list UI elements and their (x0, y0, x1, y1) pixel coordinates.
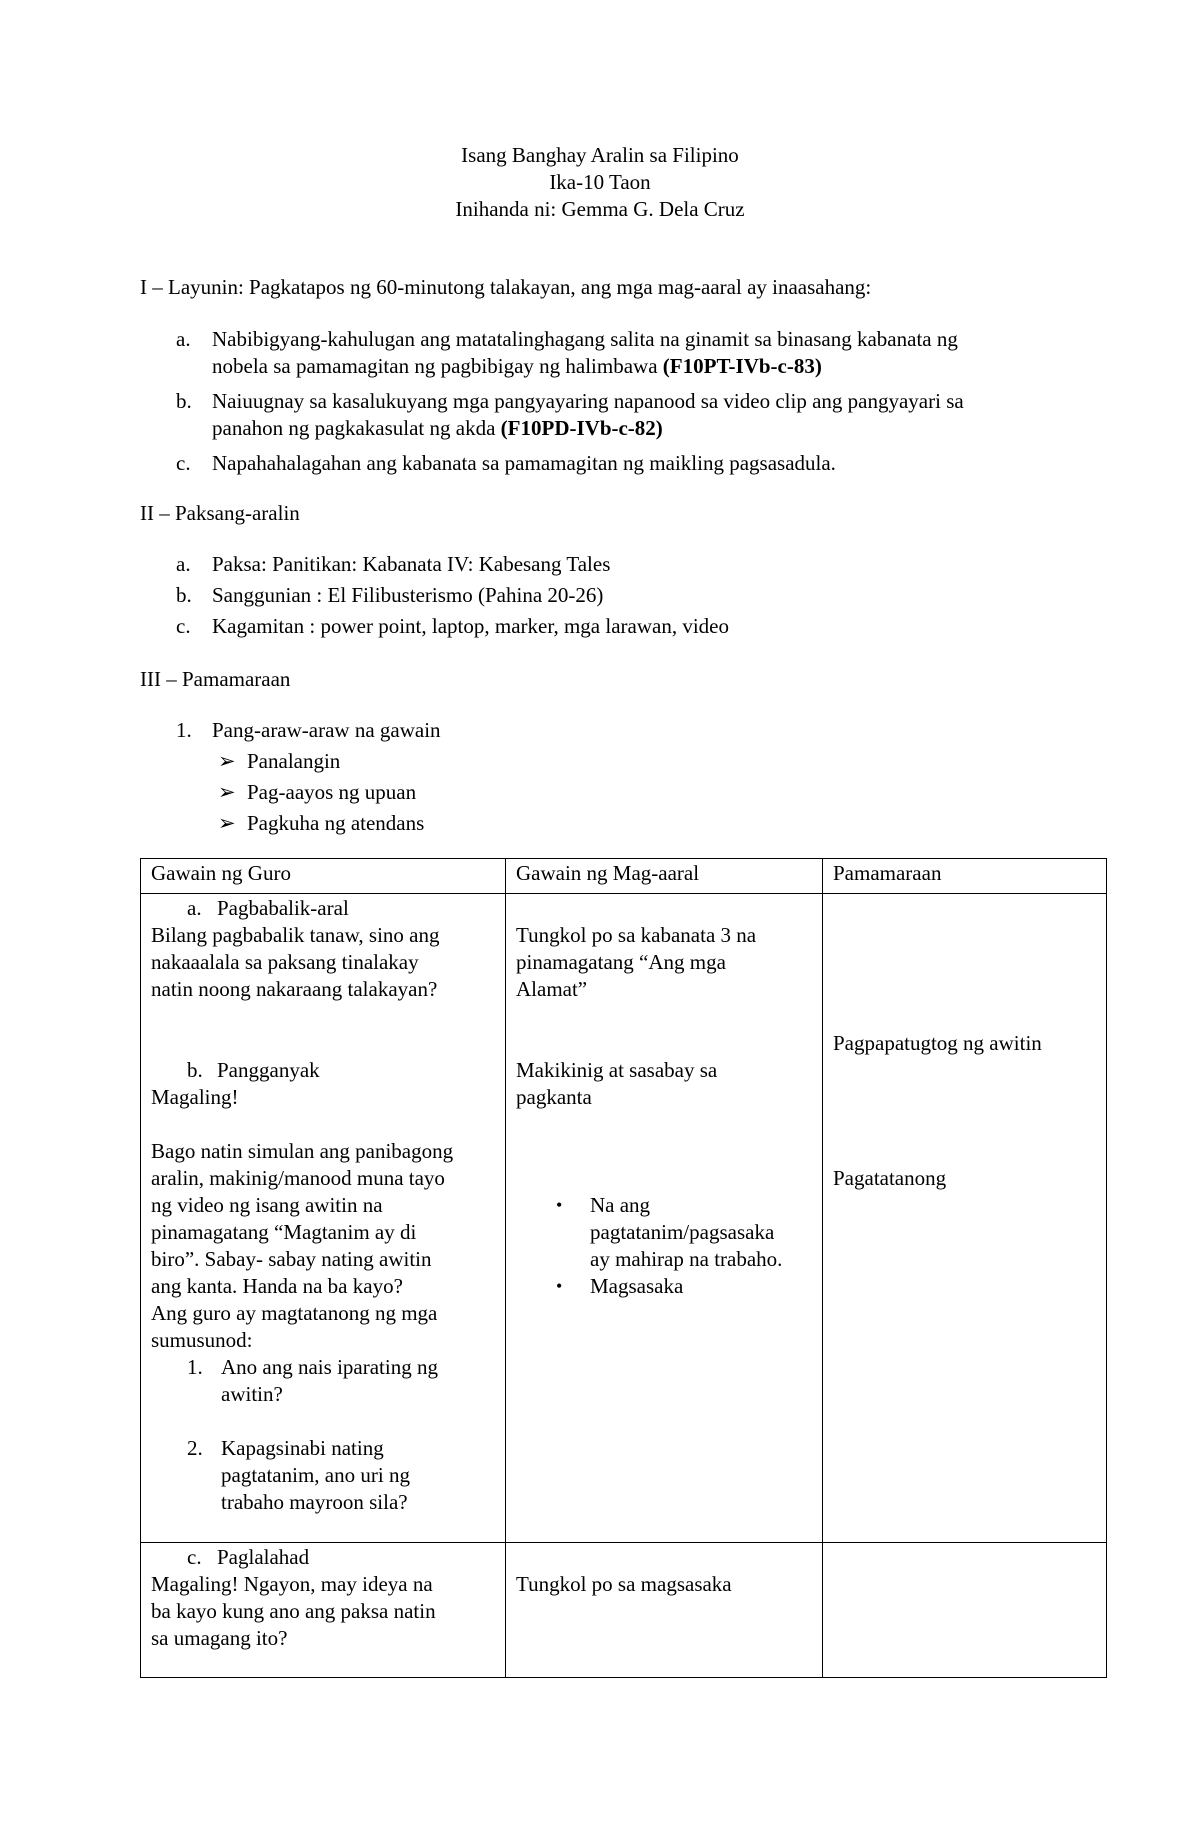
bullet-icon: • (556, 1276, 563, 1296)
section-procedure-heading: III – Pamamaraan (140, 667, 291, 691)
document-header (0, 142, 1200, 223)
section-subject-heading: II – Paksang-aralin (140, 501, 300, 525)
objective-text-line (212, 353, 1100, 380)
question-text-line: Ano ang nais iparating ng (221, 1355, 438, 1379)
teacher-text-line: natin noong nakaraang talakayan? (151, 977, 438, 1001)
student-text-line: pagkanta (516, 1085, 592, 1109)
column-header-teacher: Gawain ng Guro (141, 859, 506, 894)
question-item (151, 1354, 496, 1408)
table-row (141, 894, 1107, 1543)
lesson-procedure-table (140, 858, 1107, 1678)
teacher-text-line: biro”. Sabay- sabay nating awitin (151, 1247, 432, 1271)
student-text-line: Makikinig at sasabay sa (516, 1058, 718, 1082)
subject-item (140, 613, 1100, 640)
section-objectives-heading: I – Layunin: Pagkatapos ng 60-minutong talakayan, ang mga mag-aaral ay inaasahang: (140, 275, 872, 299)
table-header-row (141, 859, 1107, 894)
list-marker: a. (176, 327, 191, 351)
teacher-text-line: sa umagang ito? (151, 1626, 288, 1650)
routine-item (140, 748, 1100, 775)
objective-item (140, 388, 1100, 442)
prepared-by: Inihanda ni: Gemma G. Dela Cruz (455, 197, 745, 221)
teacher-text-line: Magaling! (151, 1085, 239, 1109)
student-activity-cell (506, 894, 823, 1543)
question-item (151, 1435, 496, 1516)
question-text-line: pagtatanim, ano uri ng (221, 1463, 410, 1487)
procedure-text: Pang-araw-araw na gawain (212, 718, 441, 742)
method-cell (823, 1543, 1107, 1678)
teacher-activity-cell (141, 1543, 506, 1678)
list-marker: b. (176, 389, 192, 413)
routine-text: Pagkuha ng atendans (247, 811, 425, 835)
column-header-student: Gawain ng Mag-aaral (506, 859, 823, 894)
procedure-item (140, 717, 1100, 744)
document-title: Isang Banghay Aralin sa Filipino (461, 143, 739, 167)
competency-code: (F10PT-IVb-c-83) (662, 354, 822, 378)
column-header-method: Pamamaraan (823, 859, 1107, 894)
answer-text-line: Magsasaka (590, 1274, 684, 1298)
method-text: Pagpapatugtog ng awitin (833, 1031, 1042, 1055)
question-text-line: Kapagsinabi nating (221, 1436, 384, 1460)
teacher-text-line: Ang guro ay magtatanong ng mga (151, 1301, 438, 1325)
student-text-line: Tungkol po sa kabanata 3 na (516, 923, 757, 947)
question-text-line: awitin? (221, 1382, 283, 1406)
method-cell (823, 894, 1107, 1543)
teacher-text-line: Bilang pagbabalik tanaw, sino ang (151, 923, 440, 947)
answer-text-line: ay mahirap na trabaho. (590, 1247, 783, 1271)
list-marker: b. (176, 583, 192, 607)
list-marker: c. (176, 614, 191, 638)
teacher-text-line: nakaaalala sa paksang tinalakay (151, 950, 419, 974)
grade-level: Ika-10 Taon (549, 170, 651, 194)
list-marker: c. (187, 1545, 202, 1569)
activity-label-text: Paglalahad (217, 1545, 310, 1569)
table-row (141, 1543, 1107, 1678)
subject-text: Sanggunian : El Filibusterismo (Pahina 20-26) (212, 583, 604, 607)
objective-text-line: Nabibigyang-kahulugan ang matatalinghagang salita na ginamit sa binasang kabanata ng (212, 327, 958, 351)
objective-text-line (212, 415, 1100, 442)
subject-item (140, 582, 1100, 609)
arrow-bullet-icon: ➢ (218, 811, 236, 835)
routine-text: Pag-aayos ng upuan (247, 780, 417, 804)
teacher-text-line: Magaling! Ngayon, may ideya na (151, 1572, 433, 1596)
arrow-bullet-icon: ➢ (218, 780, 236, 804)
student-text-line: Alamat” (516, 977, 588, 1001)
procedure-list (140, 717, 1100, 837)
teacher-text-line: aralin, makinig/manood muna tayo (151, 1166, 445, 1190)
activity-label (151, 895, 496, 922)
teacher-text-line: sumusunod: (151, 1328, 253, 1352)
student-text-line: pinamagatang “Ang mga (516, 950, 726, 974)
routine-item (140, 779, 1100, 806)
list-marker: 1. (187, 1355, 203, 1379)
objective-item (140, 450, 1100, 477)
objective-text: nobela sa pamamagitan ng pagbibigay ng halimbawa (212, 354, 663, 378)
list-marker: a. (187, 896, 202, 920)
activity-label (151, 1544, 496, 1571)
teacher-text-line: ng video ng isang awitin na (151, 1193, 383, 1217)
objective-text-line: Naiuugnay sa kasalukuyang mga pangyayaring napanood sa video clip ang pangyayari sa (212, 389, 964, 413)
teacher-text-line: Bago natin simulan ang panibagong (151, 1139, 454, 1163)
student-activity-cell (506, 1543, 823, 1678)
list-marker: 1. (176, 718, 192, 742)
answer-bullet-item (516, 1192, 813, 1273)
teacher-text-line: pinamagatang “Magtanim ay di (151, 1220, 417, 1244)
answer-text-line: pagtatanim/pagsasaka (590, 1220, 775, 1244)
teacher-activity-cell (141, 894, 506, 1543)
teacher-text-line: ba kayo kung ano ang paksa natin (151, 1599, 436, 1623)
objectives-list (140, 326, 1100, 477)
bullet-icon: • (556, 1195, 563, 1215)
subject-item (140, 551, 1100, 578)
teacher-text-line: ang kanta. Handa na ba kayo? (151, 1274, 403, 1298)
activity-label (151, 1057, 496, 1084)
list-marker: a. (176, 552, 191, 576)
activity-label-text: Pagbabalik-aral (217, 896, 349, 920)
method-text: Pagatatanong (833, 1166, 947, 1190)
activity-label-text: Pangganyak (217, 1058, 320, 1082)
student-text-line: Tungkol po sa magsasaka (516, 1572, 732, 1596)
answer-text-line: Na ang (590, 1193, 651, 1217)
objective-text: panahon ng pagkakasulat ng akda (212, 416, 501, 440)
subject-list (140, 551, 1100, 640)
routine-text: Panalangin (247, 749, 341, 773)
subject-text: Kagamitan : power point, laptop, marker, mga larawan, video (212, 614, 729, 638)
answer-bullet-item (516, 1273, 813, 1300)
objective-item (140, 326, 1100, 380)
objective-text-line: Napahahalagahan ang kabanata sa pamamagitan ng maikling pagsasadula. (212, 451, 836, 475)
list-marker: c. (176, 451, 191, 475)
question-text-line: trabaho mayroon sila? (221, 1490, 408, 1514)
list-marker: b. (187, 1058, 203, 1082)
list-marker: 2. (187, 1436, 203, 1460)
arrow-bullet-icon: ➢ (218, 749, 236, 773)
routine-item (140, 810, 1100, 837)
subject-text: Paksa: Panitikan: Kabanata IV: Kabesang Tales (212, 552, 611, 576)
competency-code: (F10PD-IVb-c-82) (500, 416, 663, 440)
